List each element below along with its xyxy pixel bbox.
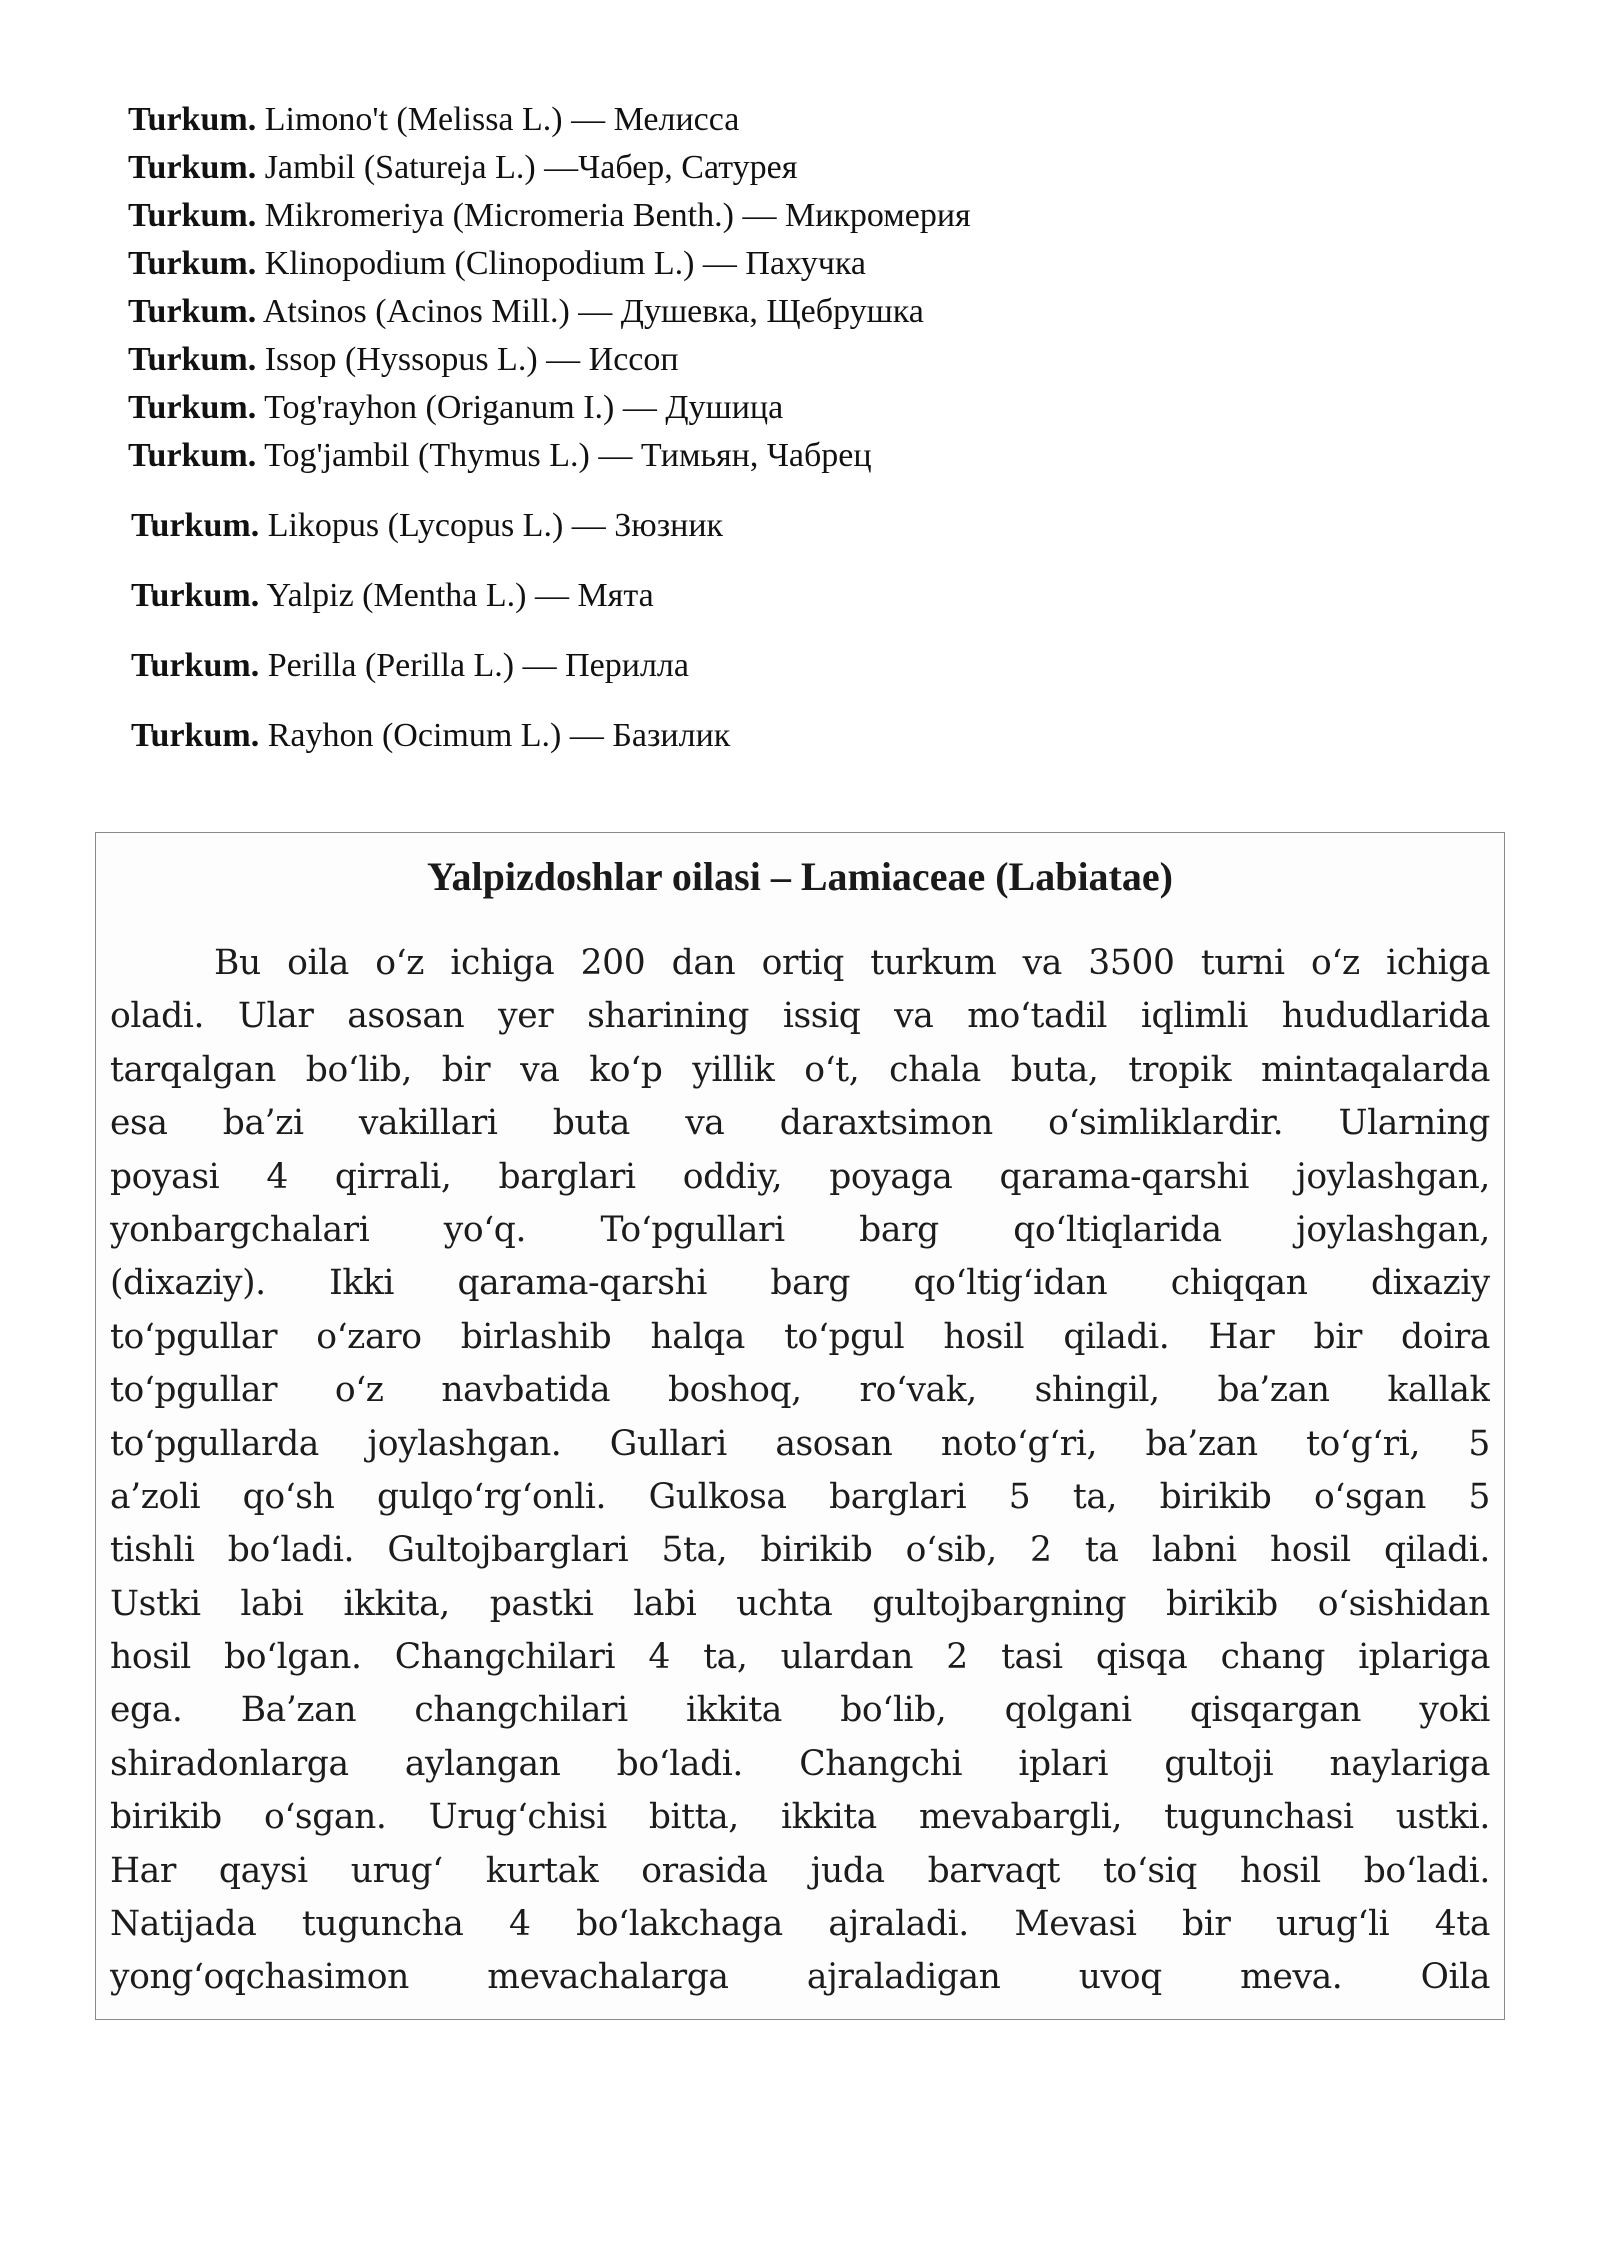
genus-text: Issop (Hyssopus L.) — Иссоп: [264, 341, 679, 378]
paragraph-line: birikib o‘sgan. Urug‘chisi bitta, ikkita mevabargli, tugunchasi ustki.: [110, 1797, 1490, 1838]
genus-label: Turkum.: [131, 577, 260, 614]
genus-text: Mikromeriya (Micromeria Benth.) — Микромерия: [264, 197, 971, 234]
genus-text: Atsinos (Acinos Mill.) — Душевка, Щебрушка: [262, 293, 924, 330]
paragraph-line: yong‘oqchasimon mevachalarga ajraladigan uvoq meva. Oila: [110, 1957, 1490, 1998]
genus-line-thymus: [128, 432, 1428, 480]
genus-list: [128, 96, 1428, 760]
genus-label: Turkum.: [128, 341, 257, 378]
genus-label: Turkum.: [131, 717, 260, 754]
genus-text: Jambil (Satureja L.) —Чабер, Сатурея: [264, 149, 798, 186]
genus-text: Limono't (Melissa L.) — Мелисса: [264, 101, 740, 138]
genus-line-clinopodium: [128, 240, 1428, 288]
genus-text: Klinopodium (Clinopodium L.) — Пахучка: [264, 245, 866, 282]
genus-text: Perilla (Perilla L.) — Перилла: [267, 647, 689, 684]
paragraph-line: to‘pgullar o‘z navbatida boshoq, ro‘vak, shingil, ba’zan kallak: [110, 1370, 1490, 1411]
scanned-text-box: [95, 832, 1505, 2020]
paragraph-line: Ustki labi ikkita, pastki labi uchta gultojbargning birikib o‘sishidan: [110, 1583, 1490, 1624]
paragraph-line: tarqalgan bo‘lib, bir va ko‘p yillik o‘t, chala buta, tropik mintaqalarda: [110, 1049, 1490, 1090]
paragraph-line: tishli bo‘ladi. Gultojbarglari 5ta, birikib o‘sib, 2 ta labni hosil qiladi.: [110, 1530, 1490, 1571]
genus-line-ocimum: [128, 712, 1428, 760]
paragraph-line: a’zoli qo‘sh gulqo‘rg‘onli. Gulkosa barglari 5 ta, birikib o‘sgan 5: [110, 1476, 1490, 1517]
genus-text: Likopus (Lycopus L.) — Зюзник: [267, 507, 724, 544]
genus-line-origanum: [128, 384, 1428, 432]
genus-text: Tog'jambil (Thymus L.) — Тимьян, Чабрец: [264, 437, 872, 474]
family-description: [110, 937, 1490, 2005]
paragraph-line: Har qaysi urug‘ kurtak orasida juda barvaqt to‘siq hosil bo‘ladi.: [110, 1850, 1490, 1891]
genus-label: Turkum.: [128, 389, 257, 426]
paragraph-line: oladi. Ular asosan yer sharining issiq va mo‘tadil iqlimli hududlarida: [110, 996, 1490, 1037]
genus-line-acinos: [128, 288, 1428, 336]
genus-line-satureja: [128, 144, 1428, 192]
paragraph-line: shiradonlarga aylangan bo‘ladi. Changchi iplari gultoji naylariga: [110, 1743, 1490, 1784]
paragraph-line: hosil bo‘lgan. Changchilari 4 ta, ulardan 2 tasi qisqa chang iplariga: [110, 1637, 1490, 1678]
genus-label: Turkum.: [128, 293, 257, 330]
genus-label: Turkum.: [128, 197, 257, 234]
genus-text: Tog'rayhon (Origanum I.) — Душица: [264, 389, 784, 426]
paragraph-line: ega. Ba’zan changchilari ikkita bo‘lib, qolgani qisqargan yoki: [110, 1690, 1490, 1731]
genus-text: Rayhon (Ocimum L.) — Базилик: [267, 717, 731, 754]
paragraph-line: to‘pgullarda joylashgan. Gullari asosan noto‘g‘ri, ba’zan to‘g‘ri, 5: [110, 1423, 1490, 1464]
genus-text: Yalpiz (Mentha L.) — Мята: [266, 577, 654, 614]
genus-line-melissa: [128, 96, 1428, 144]
genus-label: Turkum.: [131, 507, 260, 544]
genus-label: Turkum.: [131, 647, 260, 684]
paragraph-line: esa ba’zi vakillari buta va daraxtsimon o‘simliklardir. Ularning: [110, 1103, 1490, 1144]
paragraph-line: poyasi 4 qirrali, barglari oddiy, poyaga qarama-qarshi joylashgan,: [110, 1156, 1490, 1197]
genus-line-perilla: [128, 642, 1428, 690]
genus-line-lycopus: [128, 502, 1428, 550]
genus-label: Turkum.: [128, 245, 257, 282]
paragraph-line: Bu oila o‘z ichiga 200 dan ortiq turkum va 3500 turni o‘z ichiga: [214, 943, 1490, 983]
genus-label: Turkum.: [128, 101, 257, 138]
genus-label: Turkum.: [128, 149, 257, 186]
genus-line-mentha: [128, 572, 1428, 620]
paragraph-line: (dixaziy). Ikki qarama-qarshi barg qo‘ltig‘idan chiqqan dixaziy: [110, 1263, 1490, 1304]
paragraph-line: yonbargchalari yo‘q. To‘pgullari barg qo‘ltiqlarida joylashgan,: [110, 1209, 1490, 1250]
paragraph-line: Natijada tuguncha 4 bo‘lakchaga ajraladi. Mevasi bir urug‘li 4ta: [110, 1904, 1490, 1945]
genus-line-micromeria: [128, 192, 1428, 240]
genus-line-hyssopus: [128, 336, 1428, 384]
family-title: Yalpizdoshlar oilasi – Lamiaceae (Labiatae): [427, 854, 1173, 899]
genus-label: Turkum.: [128, 437, 257, 474]
paragraph-line: to‘pgullar o‘zaro birlashib halqa to‘pgul hosil qiladi. Har bir doira: [110, 1316, 1490, 1357]
